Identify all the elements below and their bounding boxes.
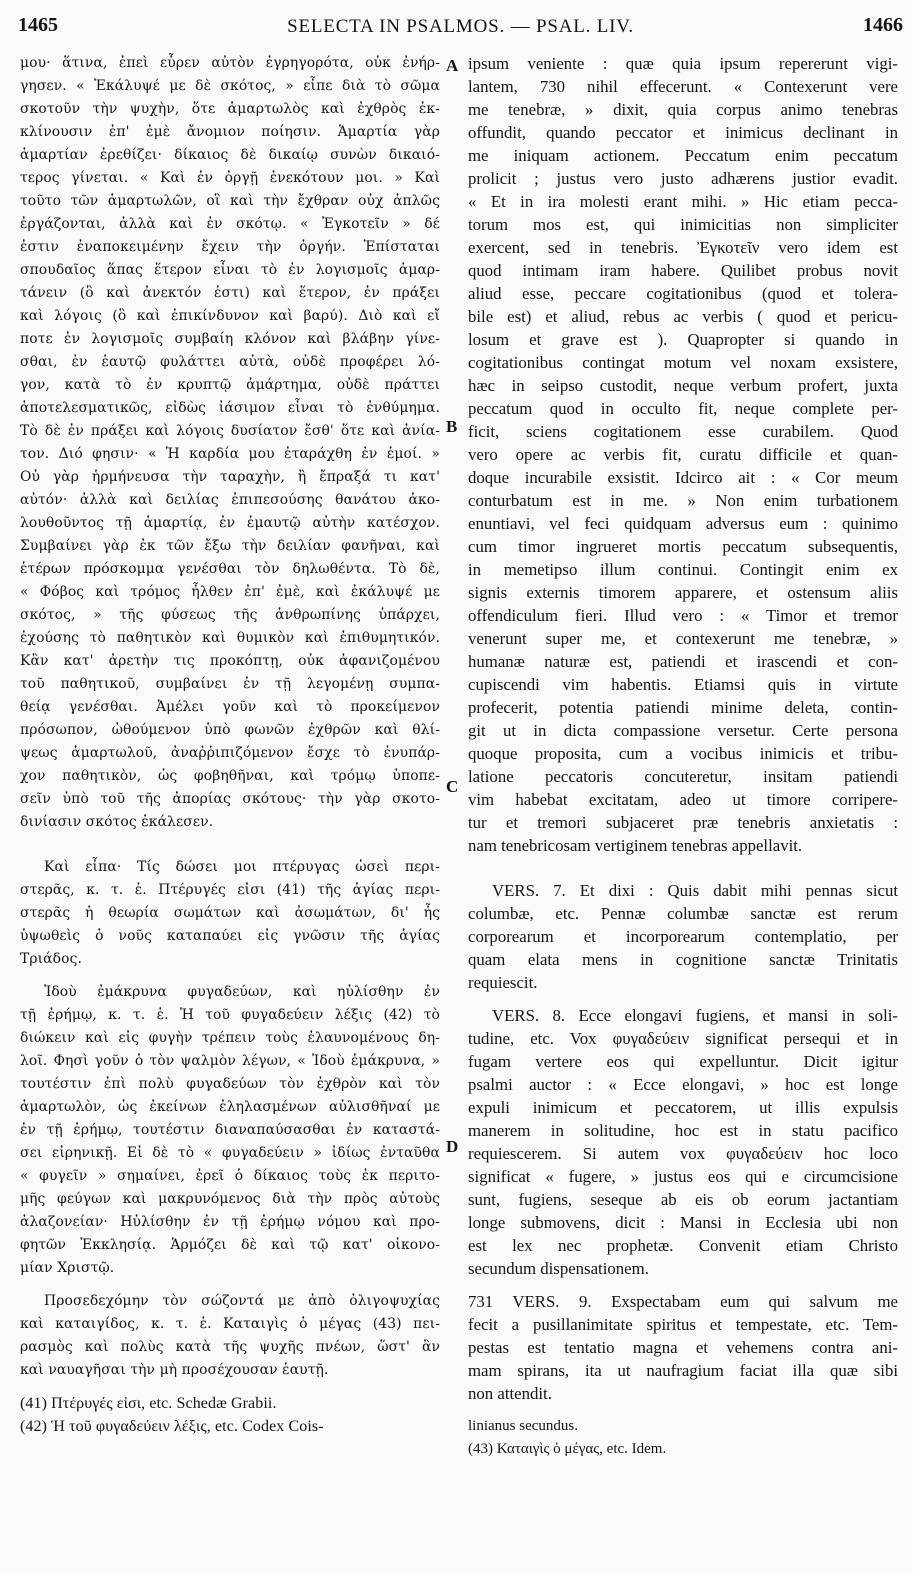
- text-line: aliud esse, peccare cogitationibus (quod et tolera-: [468, 284, 898, 303]
- text-line: non attendit.: [468, 1384, 552, 1403]
- text-line: VERS. 7. Et dixi : Quis dabit mihi pennas sicut: [492, 881, 898, 900]
- latin-verse9-block: [468, 1290, 898, 1405]
- text-line: ψεως ἁμαρτωλοῦ, ἀναῤῥιπιζόμενον ἔσχε τὸ ἐνυπάρ-: [20, 745, 440, 761]
- text-line: bile est) et aliud, rebus ac verbis ( quod et pericu-: [468, 307, 898, 326]
- text-line: cum timor ingrueret mortis peccatum subsequentis,: [468, 537, 898, 556]
- text-line: requiescit.: [468, 973, 538, 992]
- text-line: requiescerem. Si autem vox φυγαδεύειν hoc loco: [468, 1144, 898, 1163]
- greek-footnotes: [20, 1392, 440, 1438]
- text-line: τοῦ παθητικοῦ, συμβαίνει ἐν τῇ λεγομένῃ συμπα-: [20, 676, 440, 692]
- text-line: χον παθητικὸν, ὡς φοβηθῆναι, καὶ τρόμῳ ὑποπε-: [20, 768, 440, 784]
- text-line: quoque proposita, cum a vocibus inimicis et tribu-: [468, 744, 898, 763]
- text-line: (41) Πτέρυγές εἰσι, etc. Schedæ Grabii.: [20, 1395, 277, 1412]
- text-line: κλίνουσιν ἐπ' ἐμὲ ἄνομιον ποίησιν. Ἁμαρτία γὰρ: [20, 124, 440, 140]
- text-line: enuntiavi, vel feci quidquam adversus eum : quinimo: [468, 514, 898, 533]
- text-line: doque incurabile exsistit. Idcirco ait : « Cor meum: [468, 468, 898, 487]
- greek-verse9-block: [20, 1290, 440, 1382]
- greek-commentary-block: [20, 52, 440, 834]
- text-line: λουθοῦντος τῇ ἁμαρτίᾳ, ἐν ἐμαυτῷ αὐτὴν κατέσχον.: [20, 515, 440, 531]
- text-line: σκότος, » τῆς φύσεως τῆς ἀνθρωπίνης ὑπάρχει,: [20, 607, 440, 623]
- margin-letter-c: C: [446, 777, 459, 796]
- text-line: prolicit ; justus vero justo adhærens justior evadit.: [468, 169, 898, 188]
- text-line: offendiculum fieri. Illud vero : « Timor et tremor: [468, 606, 898, 625]
- text-line: pestas est tentatio magna et vehemens contra ani-: [468, 1338, 898, 1357]
- text-line: φητῶν Ἐκκλησίᾳ. Ἁρμόζει δὲ καὶ τῷ κατ' οἰκονο-: [20, 1237, 440, 1253]
- text-line: καὶ καταιγίδος, κ. τ. ἑ. Καταιγὶς ὁ μέγας (43) πει-: [20, 1316, 440, 1332]
- text-line: ἐστιν ἐναποκειμένην ἔχειν τὴν ὀργήν. Ἐπίσταται: [20, 239, 440, 255]
- text-line: exercent, sed in tenebris. Ἐγκοτεῖν vero idem est: [468, 238, 898, 257]
- text-line: στερᾶς, κ. τ. ἑ. Πτέρυγές εἰσι (41) τῆς ἁγίας περι-: [20, 882, 440, 898]
- text-line: θείᾳ γενέσθαι. Ἀμέλει γοῦν καὶ τὸ προκείμενον: [20, 699, 440, 715]
- text-line: in memetipso illum continui. Contingit enim ex: [468, 560, 898, 579]
- text-line: git ut in dicta compassione versetur. Certe persona: [468, 721, 898, 740]
- latin-commentary-block: [468, 52, 898, 857]
- running-header: [18, 14, 903, 44]
- text-line: vim habebat excitatam, adeo ut timore corripere-: [468, 790, 898, 809]
- page-number-right: 1466: [863, 14, 903, 36]
- text-line: tur et tremori subjaceret præ tenebris anxietatis :: [468, 813, 898, 832]
- text-line: columbæ, etc. Pennæ columbæ sanctæ est rerum: [468, 904, 898, 923]
- text-line: Τριάδος.: [20, 951, 82, 967]
- margin-letter-b: B: [446, 417, 458, 436]
- text-line: sunt, fugiens, seseque ab eis ob eorum jactantiam: [468, 1190, 898, 1209]
- text-line: ὑψωθεὶς ὁ νοῦς καταπαύει εἰς γνῶσιν τῆς ἁγίας: [20, 928, 440, 944]
- text-line: μου· ἅτινα, ἐπεὶ εὗρεν αὐτὸν ἐγρηγορότα, οὐκ ἐνήρ-: [20, 55, 440, 71]
- text-line: longe submovens, dicit : Mansi in Ecclesia ubi non: [468, 1213, 898, 1232]
- text-line: Οὐ γὰρ ἡρμήνευσα τὴν ταραχὴν, ἢ ἔπραξά τι κατ': [20, 469, 440, 485]
- text-line: σεῖν ὑπὸ τοῦ τῆς ἀπορίας σκότους· τὴν γὰρ σκοτο-: [20, 791, 440, 807]
- text-line: λοῖ. Φησὶ γοῦν ὁ τὸν ψαλμὸν λέγων, « Ἰδοὺ ἐμάκρυνα, »: [20, 1053, 440, 1069]
- text-line: nam tenebricosam vertiginem tenebras appellavit.: [468, 836, 803, 855]
- text-line: profecerit, potentia patiendi minime deleta, contin-: [468, 698, 898, 717]
- text-line: ἀποτελεσματικῶς, εἰδὼς ἰάσιμον εἶναι τὸ ἐνθύμημα.: [20, 400, 440, 416]
- text-line: signis externis timorem apparere, et ostensum aliis: [468, 583, 898, 602]
- text-line: corporearum et incorporearum contemplatio, per: [468, 927, 898, 946]
- text-line: ἀλαζονείαν· Ηὐλίσθην ἐν τῇ ἐρήμῳ νόμου καὶ προ-: [20, 1214, 440, 1230]
- text-line: τερος γίνεται. « Καὶ ἐν ὀργῇ ἐνεκότουν μοι. » Καὶ: [20, 170, 440, 186]
- text-line: μίαν Χριστῷ.: [20, 1260, 115, 1276]
- text-line: Τὸ δὲ ἐν πράξει καὶ λόγοις δυσίατον ἔσθ' ὅτε καὶ ἀνία-: [20, 423, 440, 439]
- text-line: Συμβαίνει γὰρ ἐκ τῶν ἔξω τὴν δειλίαν φανῆναι, καὶ: [20, 538, 440, 554]
- text-line: fecit a pusillanimitate spiritus et tempestate, etc. Tem-: [468, 1315, 898, 1334]
- text-line: Ἰδοὺ ἐμάκρυνα φυγαδεύων, καὶ ηὐλίσθην ἐν: [44, 984, 440, 1000]
- margin-letter-d: D: [446, 1137, 459, 1156]
- latin-column: [468, 52, 898, 1461]
- text-line: ἑτέρων πρόσκομμα γενέσθαι τὸν δηλωθέντα. Τὸ δὲ,: [20, 561, 440, 577]
- text-line: losum et grave est ). Quapropter si quando in: [468, 330, 898, 349]
- text-line: latione peccatoris concuteretur, insitam patiendi: [468, 767, 898, 786]
- text-line: Κἂν κατ' ἀρετὴν τις προκόπτῃ, οὐκ ἀφανιζομένου: [20, 653, 440, 669]
- text-line: σπουδαῖος ἅπας ἕτερον εἶναι τὸ ἐν λογισμοῖς ἁμαρ-: [20, 262, 440, 278]
- text-line: δινίασιν σκότος ἐκάλεσεν.: [20, 814, 214, 830]
- text-line: τουτέστιν ἐπὶ πολὺ φυγαδεύων τὸν ἐχθρὸν καὶ τὸν: [20, 1076, 440, 1092]
- text-line: torum mos est, qui inimicitias non simpliciter: [468, 215, 898, 234]
- text-line: Προσεδεχόμην τὸν σώζοντά με ἀπὸ ὀλιγοψυχίας: [44, 1293, 440, 1309]
- text-line: vero opere ac verbis fit, curatu difficile et quan-: [468, 445, 898, 464]
- latin-verse8-block: [468, 1004, 898, 1280]
- text-line: hæc in seipso custodit, neque verbum profert, juxta: [468, 376, 898, 395]
- text-line: ἐχούσης τὸ παθητικὸν καὶ θυμικὸν καὶ ἐπιθυμητικόν.: [20, 630, 440, 646]
- text-line: σκοτοῦν τὴν ψυχὴν, ὅτε ἁμαρτωλὸς καὶ ἐχθρὸς ἐκ-: [20, 101, 440, 117]
- margin-letter-a: A: [446, 56, 459, 75]
- text-line: psalmi auctor : « Ecce elongavi, » hoc est longe: [468, 1075, 898, 1094]
- latin-footnotes: [468, 1415, 898, 1461]
- text-line: me iniquam actionem. Peccatum enim peccatum: [468, 146, 898, 165]
- text-line: significat « fugere, » justus eos qui e circumcisione: [468, 1167, 898, 1186]
- text-line: offundit, quando peccator et inimicus declinant in: [468, 123, 898, 142]
- text-line: « φυγεῖν » σημαίνει, ἐρεῖ ὁ δίκαιος τοὺς ἐκ περιτο-: [20, 1168, 440, 1184]
- text-line: expuli inimicum et peccatorem, ut illis expulsis: [468, 1098, 898, 1117]
- greek-column: [20, 52, 440, 1438]
- latin-verse7-block: [468, 879, 898, 994]
- text-line: me tenebræ, » dixit, quia corpus animo tenebras: [468, 100, 898, 119]
- text-line: conturbatum est in me. » Non enim turbationem: [468, 491, 898, 510]
- text-line: πρόσωπον, ὠθούμενον ὑπὸ φωνῶν ἐχθρῶν καὶ θλί-: [20, 722, 440, 738]
- text-line: Καὶ εἶπα· Τίς δώσει μοι πτέρυγας ὡσεὶ περι-: [44, 859, 440, 875]
- greek-verse7-block: [20, 856, 440, 971]
- text-line: (43) Καταιγὶς ὁ μέγας, etc. Idem.: [468, 1441, 667, 1457]
- text-line: « Et in ira molesti erant mihi. » Hic etiam pecca-: [468, 192, 898, 211]
- text-line: linianus secundus.: [468, 1418, 578, 1434]
- text-line: 731 VERS. 9. Exspectabam eum qui salvum me: [468, 1292, 898, 1311]
- text-line: fugam vertere eos qui expelluntur. Dicit igitur: [468, 1052, 898, 1071]
- text-line: lantem, 730 nihil effecerunt. « Contexerunt vere: [468, 77, 898, 96]
- text-line: ἁμαρτωλὸν, ὡς ἐκείνων ἐληλασμένων αὐλισθῆναί με: [20, 1099, 440, 1115]
- text-line: humanæ naturæ est, patiendi et irascendi et con-: [468, 652, 898, 671]
- text-line: ἁμαρτίαν ἐρεθίζει· δίκαιος δὲ δικαίῳ συνὼν δικαιό-: [20, 147, 440, 163]
- text-line: peccatum quod in occulto fit, neque complete per-: [468, 399, 898, 418]
- text-line: VERS. 8. Ecce elongavi fugiens, et mansi in soli-: [492, 1006, 898, 1025]
- text-line: αὐτόν· ἀλλὰ καὶ δειλίας ἐπιπεσούσης θανάτου ἀκο-: [20, 492, 440, 508]
- text-line: καὶ ναυαγῆσαι τὴν μὴ προσέχουσαν ἑαυτῇ.: [20, 1362, 329, 1378]
- text-line: est lex nec prophetæ. Convenit etiam Christo: [468, 1236, 898, 1255]
- text-line: ficit, sciens cogitationem esse curabilem. Quod: [468, 422, 898, 441]
- text-line: γησεν. « Ἐκάλυψέ με δὲ σκότος, » εἶπε διὰ τὸ σῶμα: [20, 78, 440, 94]
- text-line: σθαι, ἐν ἑαυτῷ φυλάττει αὐτὰ, οὐδὲ προφέρει λό-: [20, 354, 440, 370]
- text-line: γον, κατὰ τὸ ἐν κρυπτῷ ἁμάρτημα, οὐδὲ πράττει: [20, 377, 440, 393]
- text-line: τοῦτο τῶν ἁμαρτωλῶν, οἳ καὶ τὴν ἔχθραν οὐχ ἁπλῶς: [20, 193, 440, 209]
- text-line: ipsum veniente : quæ quia ipsum repererunt vigi-: [468, 54, 898, 73]
- text-line: (42) Ἡ τοῦ φυγαδεύειν λέξις, etc. Codex Cois-: [20, 1418, 324, 1435]
- text-line: « Φόβος καὶ τρόμος ἦλθεν ἐπ' ἐμὲ, καὶ ἐκάλυψέ με: [20, 584, 440, 600]
- text-line: mam spirans, ita ut naufragium faciat illa quæ sibi: [468, 1361, 898, 1380]
- page-number-left: 1465: [18, 14, 58, 36]
- text-line: cupiscendi vim habentis. Etiamsi quis in virtute: [468, 675, 898, 694]
- text-line: tudine, etc. Vox φυγαδεύειν significat persequi et in: [468, 1029, 898, 1048]
- text-line: secundum dispensationem.: [468, 1259, 649, 1278]
- text-line: ἐργάζονται, ἀλλὰ καὶ ἐν σκότῳ. « Ἐγκοτεῖν » δέ: [20, 216, 440, 232]
- text-line: quod intimam iram habere. Quilibet probus novit: [468, 261, 898, 280]
- text-line: στερᾶς ἡ θεωρία σωμάτων καὶ ἀσωμάτων, δι' ἧς: [20, 905, 440, 921]
- greek-verse8-block: [20, 981, 440, 1280]
- text-line: cogitationibus contingat motum vel noxam exsistere,: [468, 353, 898, 372]
- text-line: quam elata mens in cognitione sanctæ Trinitatis: [468, 950, 898, 969]
- running-title: SELECTA IN PSALMOS. — PSAL. LIV.: [287, 16, 634, 37]
- text-line: μῆς φεύγων καὶ μακρυνόμενος διὰ τὴν πρὸς αὐτοὺς: [20, 1191, 440, 1207]
- text-line: ἐν τῇ ἐρήμῳ, τουτέστιν διαναπαύσασθαι ἐν καταστά-: [20, 1122, 440, 1138]
- text-line: τον. Διό φησιν· « Ἡ καρδία μου ἐταράχθη ἐν ἐμοί. »: [20, 446, 440, 462]
- text-line: σει εἰρηνικῇ. Εἰ δὲ τὸ « φυγαδεύειν » ἰδίως ἐνταῦθα: [20, 1145, 440, 1161]
- text-line: ποτε ἐν λογισμοῖς συμβαίη κλόνον καὶ βλάβην γίνε-: [20, 331, 440, 347]
- text-line: τάνειν (ὃ καὶ ἀνεκτόν ἐστι) καὶ ἕτερον, ἐν πράξει: [20, 285, 440, 301]
- text-line: venerunt super me, et contexerunt me tenebræ, »: [468, 629, 898, 648]
- text-line: διώκειν καὶ εἰς φυγὴν τρέπειν τοὺς ἐλαυνομένους δη-: [20, 1030, 440, 1046]
- text-line: καὶ λόγοις (ὃ καὶ ἐπικίνδυνον καὶ βαρύ). Διὸ καὶ εἴ: [20, 308, 440, 324]
- text-line: τῇ ἐρήμῳ, κ. τ. ἑ. Ἡ τοῦ φυγαδεύειν λέξις (42) τὸ: [20, 1007, 440, 1023]
- text-line: ρασμὸς καὶ πολὺς κατὰ τῆς ψυχῆς πνέων, ὥστ' ἂν: [20, 1339, 440, 1355]
- text-line: manerem in solitudine, hoc est in statu pacifico: [468, 1121, 898, 1140]
